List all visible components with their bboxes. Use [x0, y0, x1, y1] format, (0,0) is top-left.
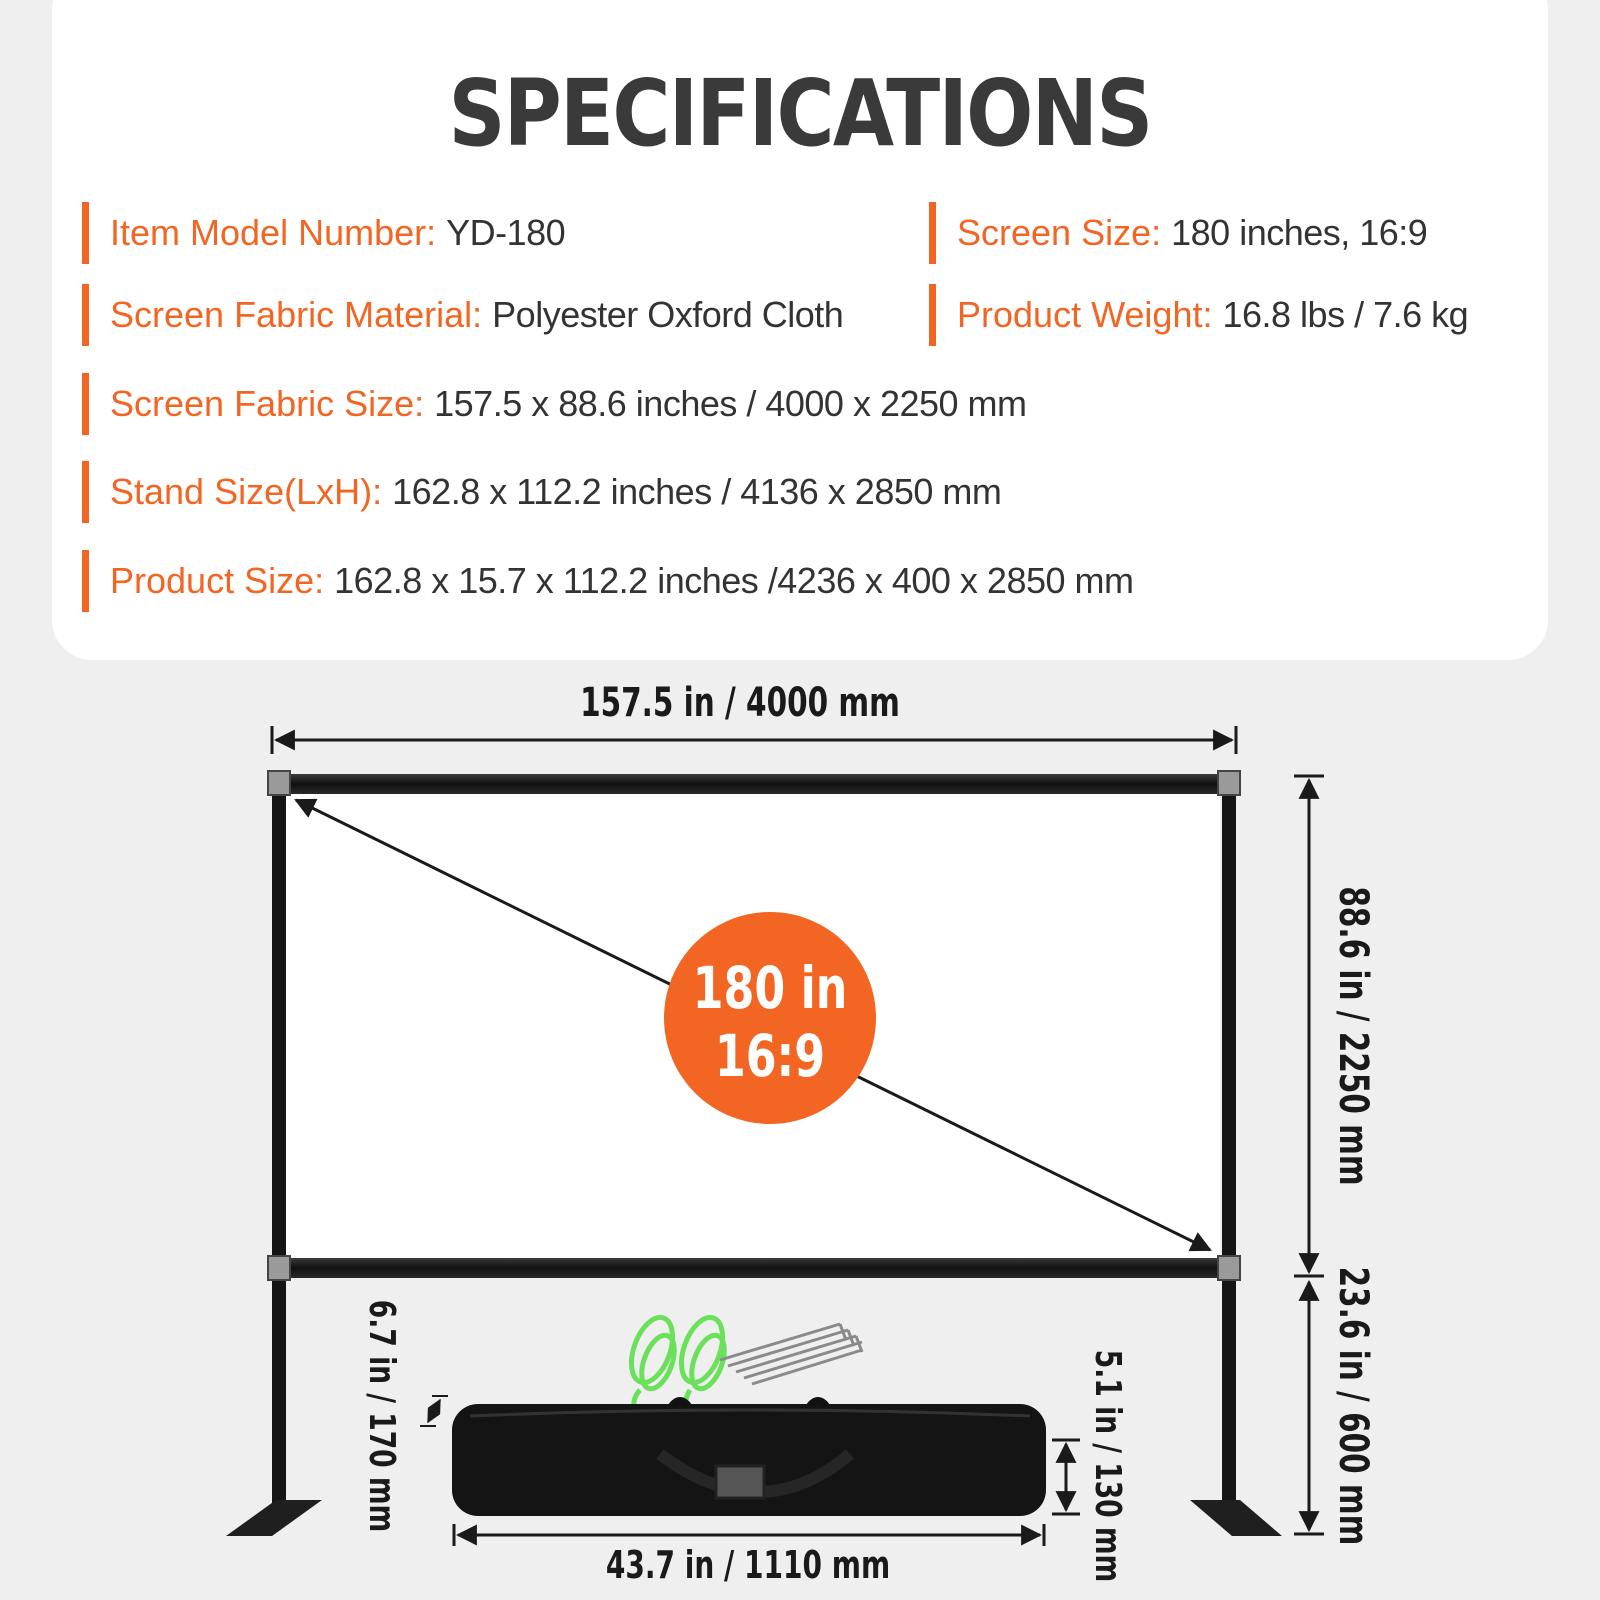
- top-bar: [285, 774, 1223, 794]
- height-label: 88.6 in / 2250 mm: [1330, 886, 1378, 1186]
- spec-fabric-material-value: Polyester Oxford Cloth: [492, 294, 844, 335]
- badge-size: 180 in: [692, 954, 848, 1023]
- bag-height-dimension: [361, 1300, 448, 1532]
- width-dimension: [272, 679, 1236, 754]
- left-foot: [226, 1500, 322, 1536]
- spec-weight-label: Product Weight:: [957, 294, 1213, 335]
- spec-screen-size-label: Screen Size:: [957, 212, 1162, 253]
- bag-height-label: 6.7 in / 170 mm: [361, 1299, 404, 1533]
- spec-screen-size-value: 180 inches, 16:9: [1171, 212, 1428, 253]
- height-dimension: [1294, 776, 1377, 1276]
- bottom-bar: [285, 1258, 1223, 1278]
- spec-stand-size-label: Stand Size(LxH):: [110, 471, 383, 512]
- spec-product-size-value: 162.8 x 15.7 x 112.2 inches /4236 x 400 x 2850 mm: [334, 560, 1134, 601]
- stakes-accessory: [720, 1324, 862, 1384]
- bag-depth-dimension: [1052, 1350, 1130, 1582]
- spec-weight-value: 16.8 lbs / 7.6 kg: [1222, 294, 1469, 335]
- leg-dimension: [1294, 1267, 1377, 1546]
- spec-fabric-size-value: 157.5 x 88.6 inches / 4000 x 2250 mm: [434, 383, 1027, 424]
- spec-model-label: Item Model Number:: [110, 212, 437, 253]
- spec-fabric-size-label: Screen Fabric Size:: [110, 383, 425, 424]
- bag-depth-label: 5.1 in / 130 mm: [1087, 1349, 1130, 1583]
- right-foot: [1190, 1500, 1282, 1536]
- leg-label: 23.6 in / 600 mm: [1330, 1266, 1378, 1546]
- bag-length-dimension: [454, 1524, 1044, 1588]
- bag-length-label: 43.7 in / 1110 mm: [605, 1544, 891, 1588]
- carry-bag: [452, 1401, 1046, 1516]
- page-title: SPECIFICATIONS: [448, 60, 1152, 167]
- spec-model-value: YD-180: [446, 212, 566, 253]
- spec-stand-size-value: 162.8 x 112.2 inches / 4136 x 2850 mm: [392, 471, 1002, 512]
- size-badge: [664, 912, 876, 1124]
- width-label: 157.5 in / 4000 mm: [580, 678, 900, 726]
- spec-product-size-label: Product Size:: [110, 560, 325, 601]
- badge-ratio: 16:9: [714, 1022, 826, 1091]
- spec-fabric-material-label: Screen Fabric Material:: [110, 294, 483, 335]
